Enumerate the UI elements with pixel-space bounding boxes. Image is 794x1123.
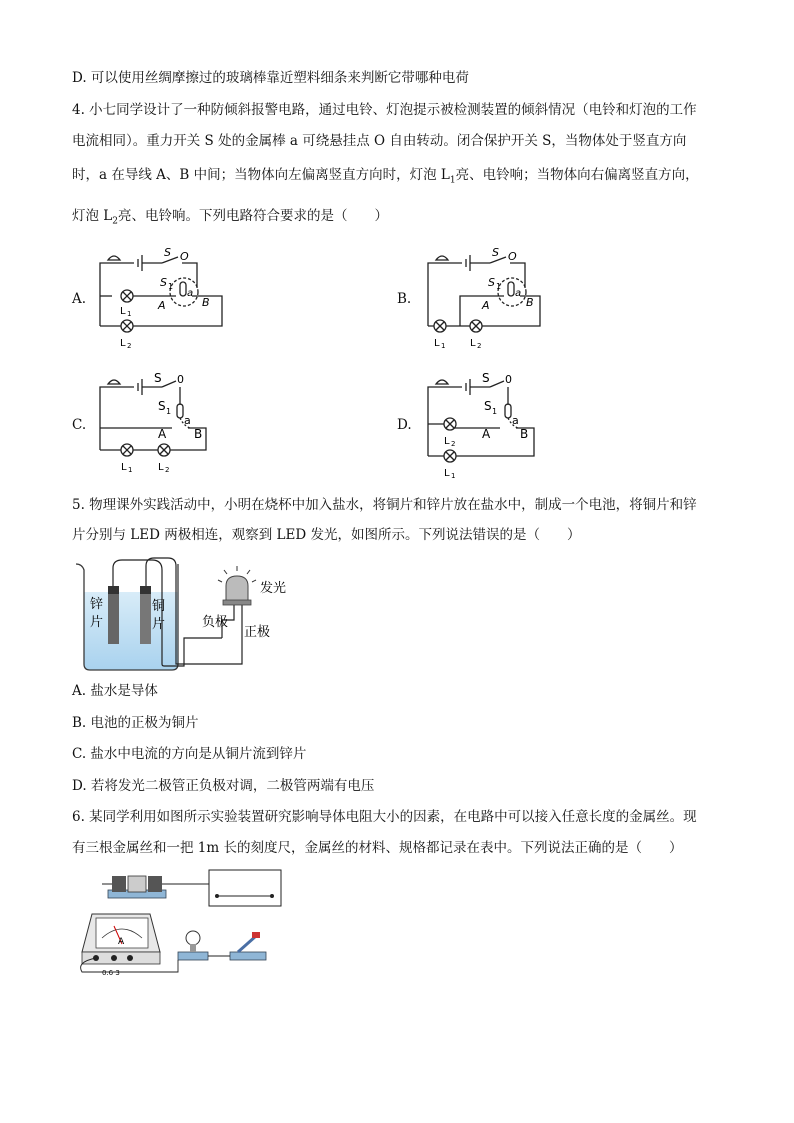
q4a-label-s1-sub: 1: [168, 282, 174, 291]
q4a-label-l2-sub: 2: [127, 342, 132, 350]
q4c-label-l2: L: [158, 462, 164, 473]
q4b-label-a-rod: a: [515, 288, 522, 299]
q4d-label-l2: L: [444, 436, 450, 447]
q4-option-c-label[interactable]: C.: [72, 417, 87, 433]
q4b-label-l2: L: [470, 338, 476, 349]
q4-circuit-d: [420, 372, 560, 486]
q5-option-b[interactable]: B. 电池的正极为铜片: [72, 715, 199, 731]
q4b-label-s1: S: [488, 276, 495, 289]
copper-label-1: 铜: [152, 599, 166, 614]
q4a-label-a-rod: a: [187, 288, 194, 299]
q5-option-a[interactable]: A. 盐水是导体: [72, 683, 158, 699]
q4a-label-l2: L: [120, 338, 126, 349]
q6-stem-line2: 有三根金属丝和一把 1m 长的刻度尺，金属丝的材料、规格都记录在表中。下列说法正确的是（ ）: [72, 840, 683, 856]
q4d-label-s1: S: [484, 399, 492, 413]
q5-option-c[interactable]: C. 盐水中电流的方向是从铜片流到锌片: [72, 746, 307, 762]
q4c-label-s1: S: [158, 399, 166, 413]
wire-board: [209, 870, 281, 906]
q4c-label-l2-sub: 2: [165, 466, 170, 474]
q4c-label-l1-sub: 1: [128, 466, 133, 474]
q4c-label-s1-sub: 1: [166, 407, 172, 416]
zinc-label-1: 锌: [90, 597, 104, 612]
glow-label: 发光: [260, 581, 287, 596]
zinc-plate: [108, 586, 119, 644]
q5-stem-line2: 片分别与 LED 两极相连，观察到 LED 发光，如图所示。下列说法错误的是（ ）: [72, 527, 581, 543]
q4a-label-b: B: [202, 296, 210, 309]
q4d-label-s: S: [482, 371, 490, 385]
q4d-label-o: 0: [505, 373, 512, 386]
q4-stem-line4: 灯泡 $L_2$亮、电铃响。下列电路符合要求的是（ ）: [72, 208, 388, 227]
q4b-label-l1: L: [434, 338, 440, 349]
q4a-label-l1-sub: 1: [127, 310, 132, 318]
q4d-label-l2-sub: 2: [451, 440, 456, 448]
q4b-label-b: B: [526, 296, 534, 309]
q4b-label-o: O: [508, 250, 517, 263]
q4-option-b-label[interactable]: B.: [397, 291, 412, 307]
q4-option-a-label[interactable]: A.: [72, 291, 87, 307]
q4d-label-l1: L: [444, 468, 450, 479]
q4c-label-o: 0: [177, 373, 184, 386]
negative-label: 负极: [202, 615, 229, 630]
q4b-label-l1-sub: 1: [441, 342, 446, 350]
positive-label: 正极: [244, 625, 271, 640]
q4c-label-a-rod: a: [184, 414, 191, 427]
q4b-label-a: A: [482, 299, 490, 312]
q4-stem-line1: 4. 小七同学设计了一种防倾斜报警电路，通过电铃、灯泡提示被检测装置的倾斜情况（电铃和灯泡的工作: [72, 102, 697, 118]
ammeter-label: A: [118, 937, 125, 947]
q4b-label-l2-sub: 2: [477, 342, 482, 350]
ammeter-scale-labels: 0.6 3: [102, 969, 120, 977]
q4b-label-s1-sub: 1: [496, 282, 502, 291]
q5-battery-figure: [72, 556, 302, 680]
q4d-label-a-rod: a: [512, 414, 519, 427]
q4c-label-b: B: [194, 427, 203, 441]
q4a-label-s: S: [164, 246, 171, 259]
zinc-label-2: 片: [90, 615, 104, 630]
q4-circuit-c: [92, 372, 232, 481]
q4d-label-b: B: [520, 427, 529, 441]
q4c-label-l1: L: [121, 462, 127, 473]
q4a-label-l1: L: [120, 306, 126, 317]
led-bulb: [226, 576, 248, 602]
q4a-label-o: O: [180, 250, 189, 263]
q4d-label-l1-sub: 1: [451, 472, 456, 480]
knife-switch: [230, 932, 266, 960]
q3-option-d: D. 可以使用丝绸摩擦过的玻璃棒靠近塑料细条来判断它带哪种电荷: [72, 70, 469, 86]
lamp: [178, 931, 208, 960]
q5-stem-line1: 5. 物理课外实践活动中，小明在烧杯中加入盐水，将铜片和锌片放在盐水中，制成一个电池，将铜片和锌: [72, 497, 697, 513]
q4-circuit-a: [92, 248, 232, 357]
q6-stem-line1: 6. 某同学利用如图所示实验装置研究影响导体电阻大小的因素，在电路中可以接入任意长度的金属丝。现: [72, 809, 697, 825]
copper-plate: [140, 586, 151, 644]
q4-stem-line3: 时，a 在导线 A、B 中间；当物体向左偏离竖直方向时，灯泡 $L_1$亮、电铃响；当物体向右偏离竖直方向，: [72, 167, 699, 186]
copper-label-2: 片: [152, 617, 166, 632]
q4a-label-a: A: [158, 299, 166, 312]
q6-apparatus-figure: [72, 862, 292, 986]
q4-circuit-b: [420, 248, 560, 357]
q4-option-d-label[interactable]: D.: [397, 417, 412, 433]
q4c-label-a: A: [158, 427, 167, 441]
q5-option-d[interactable]: D. 若将发光二极管正负极对调，二极管两端有电压: [72, 778, 375, 794]
q4-stem-line2: 电流相同）。重力开关 S 处的金属棒 a 可绕悬挂点 O 自由转动。闭合保护开关 S，当物体处于竖直方向: [72, 133, 687, 149]
q4d-label-a: A: [482, 427, 491, 441]
q4b-label-s: S: [492, 246, 499, 259]
battery-holder: [102, 876, 172, 898]
q4a-label-s1: S: [160, 276, 167, 289]
q4d-label-s1-sub: 1: [492, 407, 498, 416]
ammeter: [82, 914, 160, 977]
q4c-label-s: S: [154, 371, 162, 385]
